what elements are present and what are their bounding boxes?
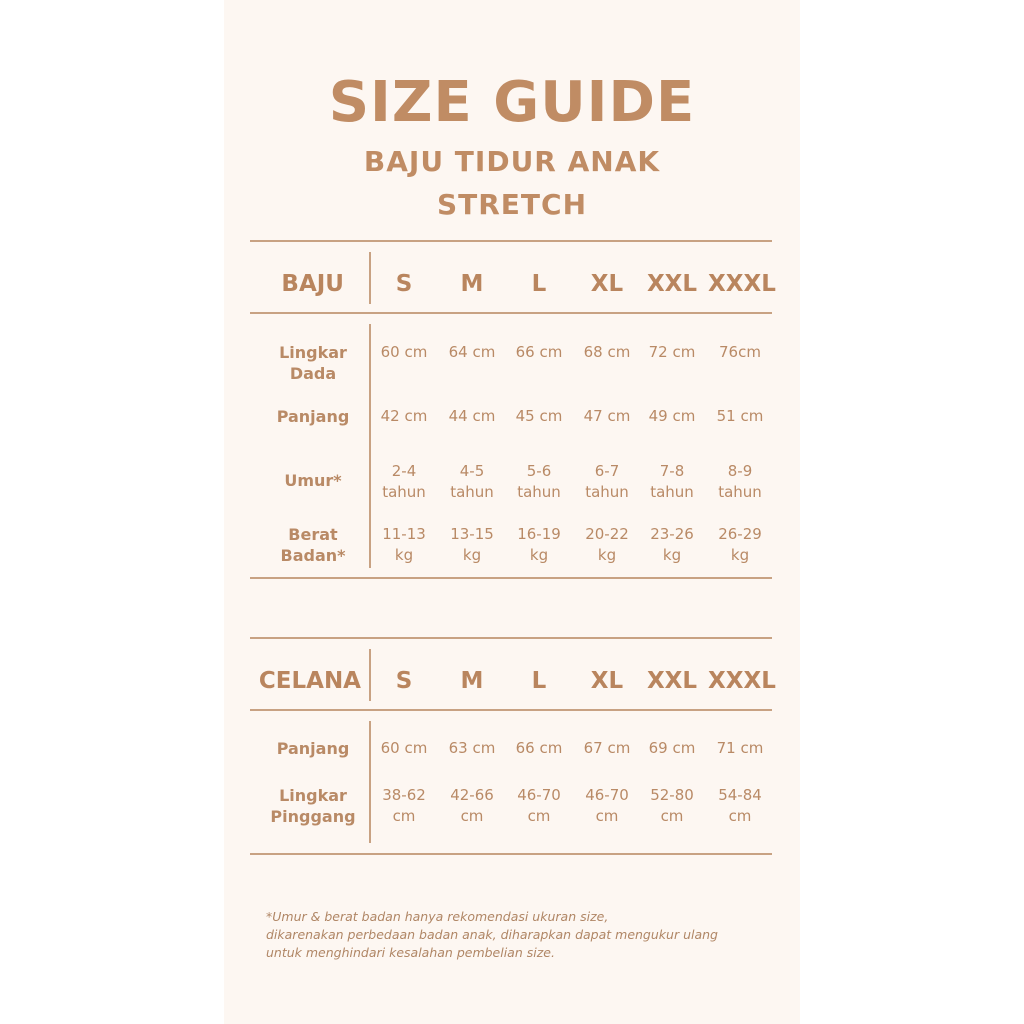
divider	[250, 240, 772, 242]
row-label-umur: Umur*	[284, 471, 342, 490]
cell: 64 cm	[448, 343, 496, 361]
footnote-line-3: untuk menghindari kesalahan pembelian size.	[266, 945, 555, 960]
cell: 6-7 tahun	[585, 462, 629, 501]
size-header-xxl: XXL	[646, 271, 698, 297]
size-header-xl: XL	[590, 271, 624, 297]
divider	[250, 312, 772, 314]
footnote	[266, 908, 786, 962]
row-label-berat-badan: Berat Badan*	[280, 525, 346, 565]
size-header-xxxl: XXXL	[708, 271, 776, 297]
row-label-lingkar-pinggang: Lingkar Pinggang	[270, 786, 356, 826]
subtitle-line-2: STRETCH	[436, 188, 588, 221]
subtitle-line-1: BAJU TIDUR ANAK	[363, 145, 661, 178]
size-header-s: S	[395, 668, 413, 694]
row-label-lingkar-dada: Lingkar Dada	[279, 343, 347, 383]
footnote-line-1: *Umur & berat badan hanya rekomendasi ukuran size,	[266, 909, 609, 924]
cell: 60 cm	[380, 343, 428, 361]
cell: 46-70 cm	[517, 786, 561, 825]
size-header-m: M	[460, 271, 484, 297]
cell: 44 cm	[448, 407, 496, 425]
cell: 76cm	[719, 343, 761, 361]
cell: 63 cm	[448, 739, 496, 757]
cell: 42 cm	[380, 407, 428, 425]
cell: 71 cm	[716, 739, 764, 757]
cell: 38-62 cm	[382, 786, 426, 825]
size-header-l: L	[531, 668, 547, 694]
cell: 7-8 tahun	[650, 462, 694, 501]
celana-header: CELANA	[258, 668, 361, 694]
cell: 60 cm	[380, 739, 428, 757]
cell: 42-66 cm	[450, 786, 494, 825]
divider	[369, 649, 371, 701]
cell: 5-6 tahun	[517, 462, 561, 501]
size-header-l: L	[531, 271, 547, 297]
divider	[250, 709, 772, 711]
cell: 51 cm	[716, 407, 764, 425]
cell: 23-26 kg	[650, 525, 694, 564]
size-guide-card	[224, 0, 800, 1024]
cell: 66 cm	[515, 739, 563, 757]
size-header-xl: XL	[590, 668, 624, 694]
row-label-panjang: Panjang	[276, 739, 350, 758]
size-header-xxl: XXL	[646, 668, 698, 694]
cell: 52-80 cm	[650, 786, 694, 825]
cell: 69 cm	[648, 739, 696, 757]
divider	[369, 252, 371, 304]
cell: 16-19 kg	[517, 525, 561, 564]
divider	[250, 853, 772, 855]
cell: 49 cm	[648, 407, 696, 425]
size-header-xxxl: XXXL	[708, 668, 776, 694]
divider	[250, 637, 772, 639]
cell: 4-5 tahun	[450, 462, 494, 501]
divider	[250, 577, 772, 579]
cell: 20-22 kg	[585, 525, 629, 564]
footnote-line-2: dikarenakan perbedaan badan anak, diharapkan dapat mengukur ulang	[266, 927, 718, 942]
cell: 54-84 cm	[718, 786, 762, 825]
cell: 2-4 tahun	[382, 462, 426, 501]
cell: 68 cm	[583, 343, 631, 361]
cell: 72 cm	[648, 343, 696, 361]
cell: 66 cm	[515, 343, 563, 361]
page-title: SIZE GUIDE	[328, 70, 696, 135]
cell: 47 cm	[583, 407, 631, 425]
size-header-s: S	[395, 271, 413, 297]
cell: 45 cm	[515, 407, 563, 425]
cell: 8-9 tahun	[718, 462, 762, 501]
cell: 11-13 kg	[382, 525, 426, 564]
cell: 26-29 kg	[718, 525, 762, 564]
size-header-m: M	[460, 668, 484, 694]
cell: 13-15 kg	[450, 525, 494, 564]
cell: 67 cm	[583, 739, 631, 757]
cell: 46-70 cm	[585, 786, 629, 825]
baju-header: BAJU	[281, 271, 344, 297]
row-label-panjang: Panjang	[276, 407, 350, 426]
